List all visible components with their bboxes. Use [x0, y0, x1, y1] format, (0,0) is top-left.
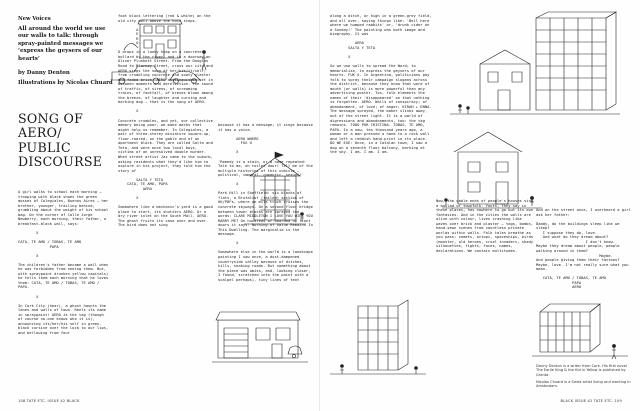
right-column-1: along a ditch, or high in a green-grey field, and all over, saying things like: 'Bell here where we humped rabbits' or, 'drunk cider on a Sunday!' The painting was both image and biography. It was AERO SALTA Y TETA X So we use walls to spread the Word; to memorialise, to express the geysers of our hearts. FUK U. In Argentina, politicians pay folk to spray their campaign slogans across the district, because they know that word of mouth (or walls) is more powerful than any advertising poster. Tos, folk elements the names of their 'disappeared' on that nothing is forgotten. AERO. Walls of conspiracy; of abandonment, of love; of anger; KIRAH + ENNA. The message sprayed, the maker slinks away, out of the street light. It is a world of digressions and abandonments, too: the tag remains. TODO POR CRISTINA. TOBAS, TE AMO, PAPA. In a new, ten thousand years ago, a woman or a man pressed a hand to a rock wall and left a reddish hand-print in its place. DO WE EXE: Once, in a Catalan town, I saw a dog on a seventh floor balcony, barking at the sky. I am. I am. I am.	[330, 14, 432, 155]
illustrator-credit: Illustrations by Nicolas Chuard	[18, 80, 113, 87]
headline: SONG OF AERO/ PUBLIC DISCOURSE	[18, 111, 103, 170]
left-folio: 108 TATE ETC. ISSUE 42 BLACK	[18, 399, 80, 403]
left-column-3: because it has a message; it sings because it has a voice. AERO WHERE FUX U X 'Remedy is a stain, or a name repeated: Talk to me, oh toilet door! Tell me of the multiple histories of this cubicle – political, immoral, romantic, sexual!' X Park Hill in Sheffield: six blocks of flats, a Brutalist (failed) section of UK/PDFs, where on milk truck cruises the concrete skyways. On a second floor bridge between tower blocks are sprayed the words: CLARE MIDDLETON I LOVE YOU WILL YOU MARRY ME? On hundreds of boarded up front doors it says: Nothing of Value Remains In This Dwelling. The marginalia is the message. X Somewhere else in the world is a landscape painting I saw once, a dust-dampened countryside valley because of ditches, hills, snaking roads. But something about the piece was amiss, and, looking closer, I found, scratched into the paint with a scalpel perhaps), tiny lines of text	[218, 123, 313, 282]
right-folio: BLACK ISSUE 42 TATE ETC. 109	[560, 399, 622, 403]
right-page	[320, 0, 640, 411]
section-kicker: New Voices	[18, 16, 51, 22]
right-column-3: And on the street once, I overheard a girl ask her father: Daddy, do the buildings sleep like we sleep? I suppose they do, love. And what do they dream about? I don't know. Maybe they dream about people, people walking around in them? Maybe. And people giving them their tattoos? Maybe, love. I'm not really sure what you mean. CATA, TE AMO / TOBAS, TE AMO PAPA AERO	[536, 208, 631, 290]
standfirst: All around the world we use our walls to talk: through spray-painted messages we ‘express the geysers of our hearts’	[18, 26, 106, 62]
illustrator-bio: Nicolas Chuard is a Swiss artist living and working in Amsterdam.	[536, 380, 631, 389]
right-column-2: Now, the gable ends of people's houses sing a ballad of townfolk. Youth, they say in these places, has nowhere to go but its own fantasies. And in the cities the walls are alive with colour, lives crashing like waves over brick and plaster – tags, bombs, hand-sewn scenes from countless private worlds within walls. Folk tales breathe as you pass: comets, octopi, spaceships, birds (monster, old heroes, cruel invaders, shady silhouettes, fights, faces, names, declarations. We contain multitudes.	[436, 198, 534, 253]
author-name: by Danny Denton	[18, 70, 70, 76]
author-bio: Danny Denton is a writer from Cork. His first novel The Earlie King & the Kid in Yellow is published by Granta.	[536, 364, 627, 377]
greenhouse-illustration	[530, 282, 630, 372]
flats-illustration	[328, 300, 428, 390]
left-column-1: A girl walks to school each morning – trooping with black shoes the green mosses of Colegiales, Buenos Aires – her brother, younger, trailing behind, grumbling about the weight of his school bag. On the corner of Calle Jorge Newberry, each morning, their father, a breakfast-black wall, says: X CATA, TE AMO / TOBAS, TE AMO PAPA X The children's father became a wall when he was forbidden from seeing them. But, with spraypaint drunken yellow capitals) he tells them each morning that he loves them: CATA, TE AMO / TOBAS, TE AMO / PAPA. X In Cork City (hear), a ghost haunts the lanes and walls of town. Reels its name in spraypaint! AERO is the tag (though of course no-one knows who it is), announcing its/her/his self in green-black cursive over the lock to our lips, and bellowing from four	[18, 190, 109, 335]
left-column-2: foot block lettering (red & white) on the old city wall above the hock steps. A E R O O drops in a lanky heap on a concrete bollard by the river, and in a doorway on Oliver Plunkett Street. From the Douglas Road to Blarney Street, cross our city and AERO sings the song of her/his/it/self; from crumbling concrete and sooty plaster and faded brick, AERO distinguishes set in between moments and dereliction. The sound of traffic, of sirens, of screaming trains, of footfall, of breves blown among the breeze, of laughter and cursing and barking dog – that is the song of AERO. X Concrete crumbles, and yet, our collective memory being poor, we make marks that might help us remember. In Colegiales, a pair of three-storey miniature square-up, floor-roared, on the gable end of an apartment block. They are called Salta and Teta, and were once two local boys, victims of an unresolved double murder. When street artist Jaz came to the suburb, asking residents what they'd like him to explore in his project, they told him the story of SALTA Y TETA CATA, TE AMO, PAPA AERO X Somewhere like a mechanic's yard is a good place to start, its shutters AERO. Or a dry river inlet on the South Mall. AERO. The ghost fruits its case over and over. The bird does not sing	[118, 14, 213, 228]
author-byline	[18, 70, 114, 88]
